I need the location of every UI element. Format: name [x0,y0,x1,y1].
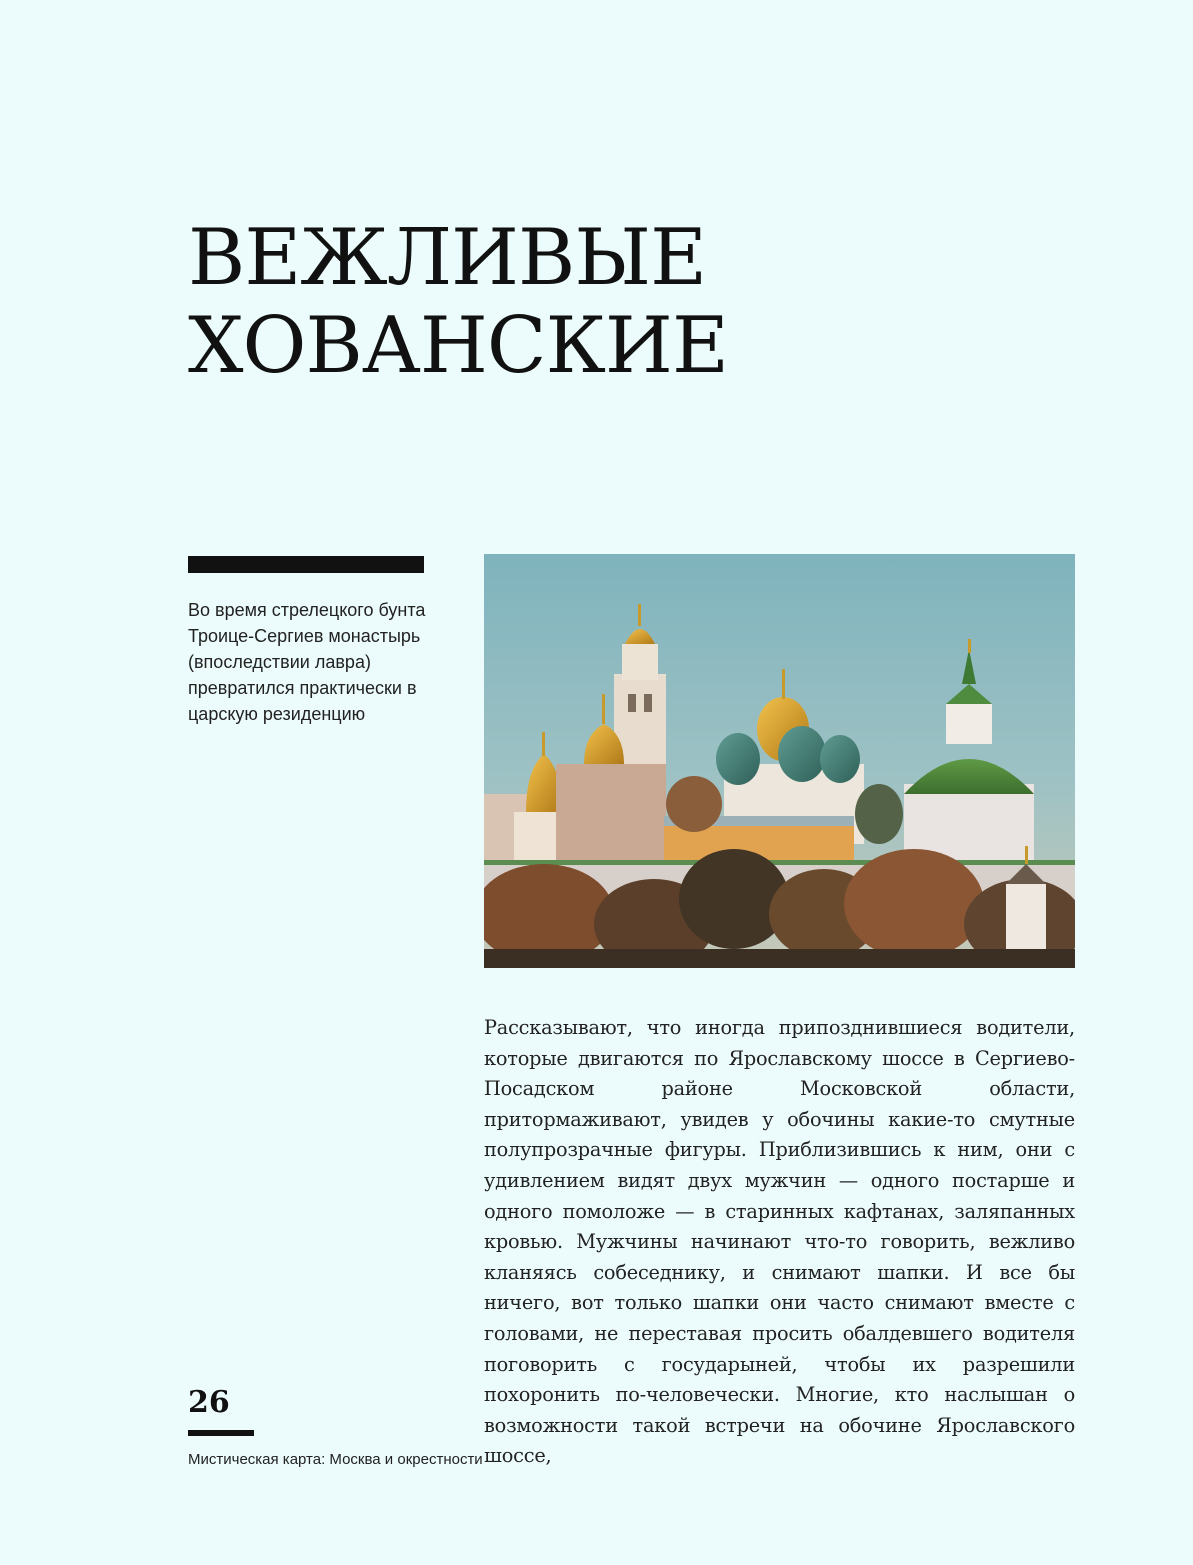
monastery-photo [484,554,1075,968]
page-number: 26 [188,1385,230,1420]
article-title [188,214,888,390]
sidenote-text: Во время стрелецкого бунта Троице-Сергиев монастырь (впоследствии лавра) превратился практически в царскую резиденцию [188,600,426,724]
page-number-rule [188,1430,254,1436]
title-line-1: ВЕЖЛИВЫЕ [188,213,707,303]
article-body: Рассказывают, что иногда припозднившиеся водители, которые двигаются по Ярославскому шоссе в Сергиево-Посадском районе Московской области, притормаживают, увидев у обочины какие-то смутные полупрозрачные фигуры. Приблизившись к ним, они с удивлением видят двух мужчин — одного постарше и одного помоложе — в старинных кафтанах, заляпанных кровью. Мужчины начинают что-то говорить, вежливо кланяясь собеседнику, и снимают шапки. И все бы ничего, вот только шапки они часто снимают вместе с головами, не переставая просить обалдевшего водителя поговорить с государыней, чтобы их разрешили похоронить по-человечески. Многие, кто наслышан о возможности такой встречи на обочине Ярославского шоссе, [484,1016,1075,1468]
sidenote-accent-bar [188,556,424,573]
book-title-footer: Мистическая карта: Москва и окрестности [188,1451,483,1468]
title-line-2: ХОВАНСКИЕ [188,301,728,391]
